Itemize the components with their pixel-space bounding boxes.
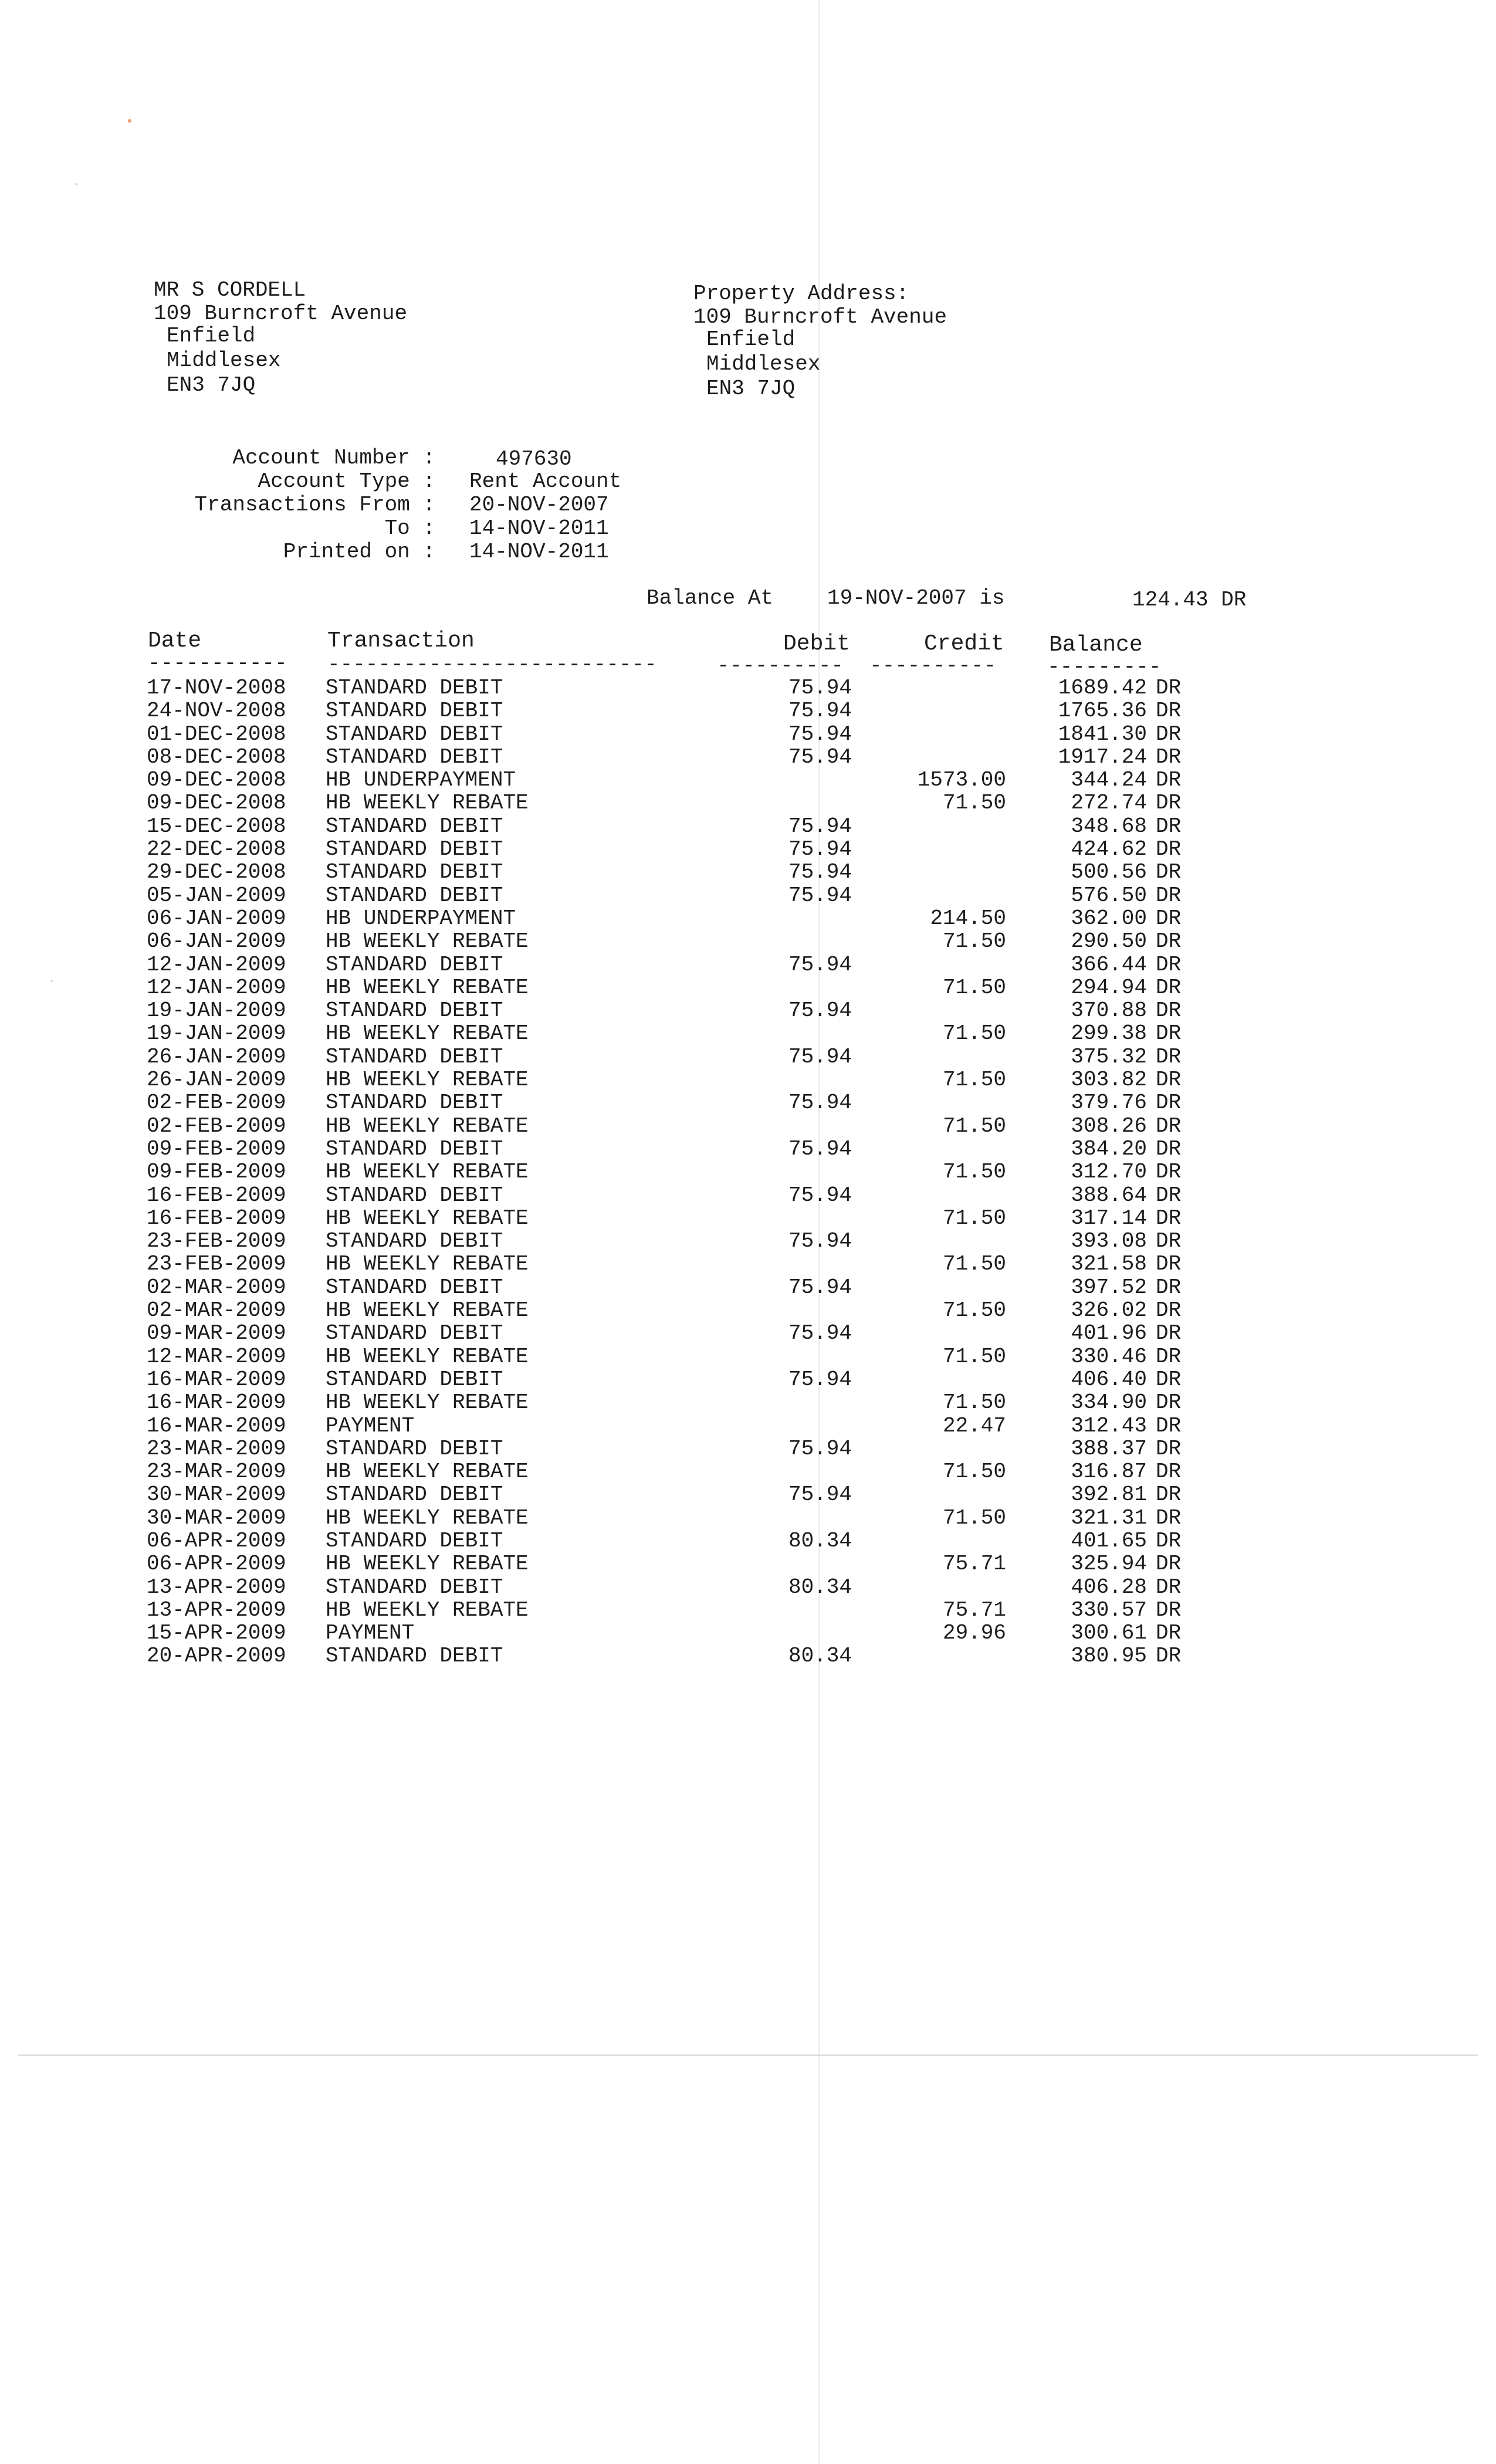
row-transaction: STANDARD DEBIT	[326, 860, 503, 885]
row-transaction: HB WEEKLY REBATE	[326, 1390, 529, 1415]
table-row	[0, 1045, 1496, 1068]
row-balance: 576.50	[1071, 883, 1147, 908]
header-rule-balance: ---------	[1047, 655, 1162, 679]
row-dr: DR	[1156, 837, 1182, 862]
row-balance: 379.76	[1071, 1091, 1147, 1115]
row-dr: DR	[1156, 1160, 1182, 1184]
row-balance: 1689.42	[1058, 676, 1147, 700]
row-dr: DR	[1156, 1552, 1182, 1576]
row-dr: DR	[1156, 768, 1182, 793]
row-balance: 317.14	[1071, 1206, 1147, 1230]
table-row	[0, 907, 1496, 930]
row-dr: DR	[1156, 791, 1182, 815]
row-balance: 424.62	[1071, 837, 1147, 862]
tenant-name: MR S CORDELL	[154, 278, 306, 302]
row-dr: DR	[1156, 1644, 1182, 1668]
row-date: 05-JAN-2009	[147, 883, 286, 908]
table-row	[0, 815, 1496, 838]
row-date: 23-MAR-2009	[147, 1436, 286, 1461]
header-date: Date	[148, 628, 202, 654]
row-date: 01-DEC-2008	[147, 722, 286, 746]
row-dr: DR	[1156, 1206, 1182, 1230]
printed-on: 14-NOV-2011	[469, 540, 609, 564]
row-date: 16-FEB-2009	[147, 1206, 286, 1230]
row-date: 20-APR-2009	[147, 1644, 286, 1668]
row-balance: 366.44	[1071, 952, 1147, 977]
row-credit: 71.50	[942, 1021, 1006, 1046]
table-row	[0, 861, 1496, 884]
row-balance: 384.20	[1071, 1136, 1147, 1161]
row-credit: 22.47	[942, 1413, 1006, 1438]
row-balance: 316.87	[1071, 1460, 1147, 1484]
row-credit: 71.50	[942, 1113, 1006, 1138]
row-transaction: HB WEEKLY REBATE	[326, 1460, 529, 1484]
row-dr: DR	[1156, 1460, 1182, 1484]
row-transaction: STANDARD DEBIT	[326, 1044, 503, 1069]
scan-page-edge	[18, 2055, 1478, 2056]
row-dr: DR	[1156, 1068, 1182, 1092]
row-debit: 75.94	[788, 1367, 852, 1392]
row-debit: 75.94	[788, 1275, 852, 1299]
table-row	[0, 1160, 1496, 1183]
row-transaction: STANDARD DEBIT	[326, 676, 503, 700]
row-transaction: STANDARD DEBIT	[326, 814, 503, 838]
row-dr: DR	[1156, 1298, 1182, 1323]
table-row	[0, 1299, 1496, 1322]
row-dr: DR	[1156, 1483, 1182, 1507]
row-credit: 71.50	[942, 929, 1006, 954]
row-balance: 321.58	[1071, 1252, 1147, 1277]
account-number: 497630	[496, 447, 572, 471]
row-credit: 71.50	[942, 975, 1006, 1000]
row-transaction: PAYMENT	[326, 1413, 415, 1438]
row-balance: 392.81	[1071, 1483, 1147, 1507]
row-credit: 71.50	[942, 1298, 1006, 1323]
row-date: 13-APR-2009	[147, 1597, 286, 1622]
row-date: 12-MAR-2009	[147, 1344, 286, 1369]
row-dr: DR	[1156, 1597, 1182, 1622]
row-transaction: HB WEEKLY REBATE	[326, 1160, 529, 1184]
table-row	[0, 976, 1496, 999]
row-balance: 401.65	[1071, 1528, 1147, 1553]
row-dr: DR	[1156, 1528, 1182, 1553]
header-rule-transaction: --------------------------	[327, 652, 657, 676]
row-debit: 75.94	[788, 952, 852, 977]
row-credit: 71.50	[942, 1206, 1006, 1230]
row-dr: DR	[1156, 1390, 1182, 1415]
row-dr: DR	[1156, 722, 1182, 746]
scan-speck	[128, 119, 131, 123]
row-transaction: STANDARD DEBIT	[326, 999, 503, 1023]
row-transaction: STANDARD DEBIT	[326, 1183, 503, 1207]
row-debit: 75.94	[788, 860, 852, 885]
row-credit: 75.71	[942, 1597, 1006, 1622]
row-balance: 312.43	[1071, 1413, 1147, 1438]
opening-balance-date: 19-NOV-2007 is	[827, 586, 1005, 610]
row-dr: DR	[1156, 676, 1182, 700]
row-transaction: HB UNDERPAYMENT	[326, 768, 516, 793]
row-dr: DR	[1156, 1229, 1182, 1254]
row-date: 09-FEB-2009	[147, 1136, 286, 1161]
row-transaction: HB WEEKLY REBATE	[326, 929, 529, 954]
row-dr: DR	[1156, 1344, 1182, 1369]
row-debit: 75.94	[788, 699, 852, 723]
table-row	[0, 1184, 1496, 1207]
row-transaction: STANDARD DEBIT	[326, 1321, 503, 1346]
row-debit: 75.94	[788, 1229, 852, 1254]
row-debit: 75.94	[788, 744, 852, 769]
table-row	[0, 1230, 1496, 1253]
row-credit: 71.50	[942, 1390, 1006, 1415]
row-date: 16-MAR-2009	[147, 1367, 286, 1392]
row-transaction: STANDARD DEBIT	[326, 1275, 503, 1299]
row-transaction: STANDARD DEBIT	[326, 744, 503, 769]
row-dr: DR	[1156, 1113, 1182, 1138]
row-date: 26-JAN-2009	[147, 1068, 286, 1092]
table-row	[0, 1345, 1496, 1368]
row-transaction: STANDARD DEBIT	[326, 1436, 503, 1461]
table-row	[0, 1322, 1496, 1345]
row-balance: 388.37	[1071, 1436, 1147, 1461]
table-row	[0, 838, 1496, 861]
row-balance: 393.08	[1071, 1229, 1147, 1254]
row-date: 30-MAR-2009	[147, 1505, 286, 1530]
row-dr: DR	[1156, 952, 1182, 977]
row-credit: 71.50	[942, 1252, 1006, 1277]
row-transaction: STANDARD DEBIT	[326, 837, 503, 862]
table-row	[0, 1437, 1496, 1460]
row-balance: 344.24	[1071, 768, 1147, 793]
row-credit: 71.50	[942, 1068, 1006, 1092]
row-balance: 362.00	[1071, 906, 1147, 930]
row-dr: DR	[1156, 1044, 1182, 1069]
row-debit: 80.34	[788, 1575, 852, 1599]
row-date: 23-FEB-2009	[147, 1229, 286, 1254]
row-debit: 75.94	[788, 1044, 852, 1069]
row-credit: 71.50	[942, 1460, 1006, 1484]
row-balance: 330.46	[1071, 1344, 1147, 1369]
row-balance: 388.64	[1071, 1183, 1147, 1207]
row-balance: 312.70	[1071, 1160, 1147, 1184]
row-date: 13-APR-2009	[147, 1575, 286, 1599]
row-date: 12-JAN-2009	[147, 975, 286, 1000]
opening-balance-amount: 124.43 DR	[1132, 588, 1247, 612]
property-address-line: Enfield	[706, 327, 796, 351]
row-balance: 326.02	[1071, 1298, 1147, 1323]
table-row	[0, 1068, 1496, 1091]
row-balance: 330.57	[1071, 1597, 1147, 1622]
header-balance: Balance	[1049, 632, 1143, 658]
row-balance: 500.56	[1071, 860, 1147, 885]
row-date: 15-APR-2009	[147, 1621, 286, 1646]
row-transaction: STANDARD DEBIT	[326, 1091, 503, 1115]
tenant-address-line: Enfield	[167, 324, 256, 348]
table-row	[0, 676, 1496, 699]
row-date: 26-JAN-2009	[147, 1044, 286, 1069]
row-date: 17-NOV-2008	[147, 676, 286, 700]
row-transaction: STANDARD DEBIT	[326, 1229, 503, 1254]
row-dr: DR	[1156, 906, 1182, 930]
row-transaction: HB WEEKLY REBATE	[326, 1505, 529, 1530]
row-date: 23-MAR-2009	[147, 1460, 286, 1484]
row-balance: 1841.30	[1058, 722, 1147, 746]
row-dr: DR	[1156, 975, 1182, 1000]
row-date: 02-MAR-2009	[147, 1275, 286, 1299]
row-dr: DR	[1156, 1367, 1182, 1392]
table-row	[0, 746, 1496, 769]
row-transaction: STANDARD DEBIT	[326, 722, 503, 746]
row-dr: DR	[1156, 814, 1182, 838]
account-type: Rent Account	[469, 469, 622, 493]
row-balance: 375.32	[1071, 1044, 1147, 1069]
row-debit: 75.94	[788, 814, 852, 838]
table-row	[0, 930, 1496, 953]
row-debit: 80.34	[788, 1528, 852, 1553]
table-row	[0, 1207, 1496, 1230]
row-credit: 1573.00	[917, 768, 1006, 793]
row-date: 08-DEC-2008	[147, 744, 286, 769]
row-debit: 75.94	[788, 722, 852, 746]
row-date: 16-FEB-2009	[147, 1183, 286, 1207]
table-row	[0, 1622, 1496, 1644]
row-transaction: STANDARD DEBIT	[326, 1136, 503, 1161]
row-dr: DR	[1156, 1183, 1182, 1207]
row-dr: DR	[1156, 1575, 1182, 1599]
row-balance: 303.82	[1071, 1068, 1147, 1092]
table-row	[0, 1115, 1496, 1138]
table-row	[0, 1414, 1496, 1437]
row-dr: DR	[1156, 1413, 1182, 1438]
row-transaction: STANDARD DEBIT	[326, 883, 503, 908]
row-credit: 71.50	[942, 791, 1006, 815]
row-balance: 406.28	[1071, 1575, 1147, 1599]
row-transaction: HB WEEKLY REBATE	[326, 1298, 529, 1323]
row-credit: 71.50	[942, 1160, 1006, 1184]
row-balance: 1917.24	[1058, 744, 1147, 769]
row-balance: 1765.36	[1058, 699, 1147, 723]
row-transaction: STANDARD DEBIT	[326, 699, 503, 723]
property-address-line: EN3 7JQ	[706, 377, 796, 401]
transactions-table-body	[0, 676, 1496, 1668]
table-row	[0, 999, 1496, 1022]
row-dr: DR	[1156, 1091, 1182, 1115]
table-row	[0, 1507, 1496, 1529]
row-date: 30-MAR-2009	[147, 1483, 286, 1507]
row-date: 02-FEB-2009	[147, 1091, 286, 1115]
row-balance: 321.31	[1071, 1505, 1147, 1530]
row-transaction: HB WEEKLY REBATE	[326, 1597, 529, 1622]
property-address-line: 109 Burncroft Avenue	[693, 305, 947, 329]
property-address-line: Middlesex	[706, 352, 821, 376]
row-date: 02-MAR-2009	[147, 1298, 286, 1323]
row-balance: 401.96	[1071, 1321, 1147, 1346]
row-date: 24-NOV-2008	[147, 699, 286, 723]
row-date: 16-MAR-2009	[147, 1413, 286, 1438]
scan-speck	[75, 183, 78, 185]
row-date: 09-MAR-2009	[147, 1321, 286, 1346]
row-debit: 80.34	[788, 1644, 852, 1668]
row-date: 15-DEC-2008	[147, 814, 286, 838]
transactions-to-label: To :	[384, 516, 435, 540]
row-transaction: HB WEEKLY REBATE	[326, 1021, 529, 1046]
table-row	[0, 1529, 1496, 1552]
row-dr: DR	[1156, 860, 1182, 885]
row-credit: 71.50	[942, 1344, 1006, 1369]
table-row	[0, 884, 1496, 907]
row-transaction: STANDARD DEBIT	[326, 1575, 503, 1599]
row-dr: DR	[1156, 883, 1182, 908]
row-debit: 75.94	[788, 883, 852, 908]
row-debit: 75.94	[788, 1436, 852, 1461]
row-date: 12-JAN-2009	[147, 952, 286, 977]
table-row	[0, 791, 1496, 814]
row-debit: 75.94	[788, 1183, 852, 1207]
row-balance: 380.95	[1071, 1644, 1147, 1668]
row-transaction: HB WEEKLY REBATE	[326, 975, 529, 1000]
table-row	[0, 953, 1496, 976]
row-balance: 406.40	[1071, 1367, 1147, 1392]
row-balance: 294.94	[1071, 975, 1147, 1000]
table-row	[0, 1138, 1496, 1160]
row-date: 23-FEB-2009	[147, 1252, 286, 1277]
row-balance: 334.90	[1071, 1390, 1147, 1415]
account-number-label: Account Number :	[232, 446, 435, 470]
row-date: 19-JAN-2009	[147, 999, 286, 1023]
row-transaction: STANDARD DEBIT	[326, 1644, 503, 1668]
tenant-address-line: EN3 7JQ	[167, 373, 256, 397]
table-row	[0, 1552, 1496, 1575]
tenant-address-line: 109 Burncroft Avenue	[154, 302, 408, 326]
row-date: 09-DEC-2008	[147, 768, 286, 793]
row-transaction: HB WEEKLY REBATE	[326, 1113, 529, 1138]
row-debit: 75.94	[788, 1483, 852, 1507]
row-transaction: HB UNDERPAYMENT	[326, 906, 516, 930]
transactions-from-label: Transactions From :	[194, 493, 435, 517]
row-debit: 75.94	[788, 1136, 852, 1161]
row-balance: 348.68	[1071, 814, 1147, 838]
row-date: 02-FEB-2009	[147, 1113, 286, 1138]
header-rule-date: -----------	[148, 651, 287, 675]
tenant-address-line: Middlesex	[167, 348, 281, 373]
row-debit: 75.94	[788, 1091, 852, 1115]
row-balance: 272.74	[1071, 791, 1147, 815]
row-debit: 75.94	[788, 837, 852, 862]
row-date: 06-APR-2009	[147, 1552, 286, 1576]
row-balance: 290.50	[1071, 929, 1147, 954]
account-type-label: Account Type :	[258, 469, 435, 493]
row-balance: 370.88	[1071, 999, 1147, 1023]
row-dr: DR	[1156, 1136, 1182, 1161]
row-dr: DR	[1156, 744, 1182, 769]
row-date: 16-MAR-2009	[147, 1390, 286, 1415]
row-transaction: HB WEEKLY REBATE	[326, 1344, 529, 1369]
row-dr: DR	[1156, 1321, 1182, 1346]
row-dr: DR	[1156, 1252, 1182, 1277]
row-credit: 75.71	[942, 1552, 1006, 1576]
table-row	[0, 1599, 1496, 1622]
row-credit: 214.50	[930, 906, 1006, 930]
printed-on-label: Printed on :	[283, 540, 435, 564]
opening-balance-label: Balance At	[647, 586, 774, 610]
transactions-from: 20-NOV-2007	[469, 493, 609, 517]
row-balance: 325.94	[1071, 1552, 1147, 1576]
header-debit: Debit	[783, 631, 851, 656]
header-rule-credit: ----------	[869, 654, 997, 678]
row-debit: 75.94	[788, 999, 852, 1023]
row-date: 09-FEB-2009	[147, 1160, 286, 1184]
row-transaction: HB WEEKLY REBATE	[326, 1068, 529, 1092]
row-transaction: HB WEEKLY REBATE	[326, 1206, 529, 1230]
row-dr: DR	[1156, 1505, 1182, 1530]
row-credit: 71.50	[942, 1505, 1006, 1530]
property-address-label: Property Address:	[693, 282, 909, 306]
row-transaction: PAYMENT	[326, 1621, 415, 1646]
header-transaction: Transaction	[327, 628, 475, 654]
row-date: 22-DEC-2008	[147, 837, 286, 862]
table-row	[0, 1483, 1496, 1506]
row-debit: 75.94	[788, 1321, 852, 1346]
table-row	[0, 1460, 1496, 1483]
row-balance: 308.26	[1071, 1113, 1147, 1138]
table-row	[0, 1253, 1496, 1275]
row-date: 29-DEC-2008	[147, 860, 286, 885]
header-credit: Credit	[924, 631, 1004, 656]
row-dr: DR	[1156, 699, 1182, 723]
row-credit: 29.96	[942, 1621, 1006, 1646]
row-date: 06-JAN-2009	[147, 929, 286, 954]
table-row	[0, 1276, 1496, 1299]
table-row	[0, 1576, 1496, 1599]
row-transaction: STANDARD DEBIT	[326, 1367, 503, 1392]
row-transaction: STANDARD DEBIT	[326, 1528, 503, 1553]
table-row	[0, 723, 1496, 746]
row-debit: 75.94	[788, 676, 852, 700]
row-dr: DR	[1156, 1275, 1182, 1299]
table-row	[0, 769, 1496, 791]
table-row	[0, 1091, 1496, 1114]
row-balance: 397.52	[1071, 1275, 1147, 1299]
row-date: 09-DEC-2008	[147, 791, 286, 815]
row-date: 19-JAN-2009	[147, 1021, 286, 1046]
row-dr: DR	[1156, 1021, 1182, 1046]
row-date: 06-JAN-2009	[147, 906, 286, 930]
row-dr: DR	[1156, 1621, 1182, 1646]
row-balance: 299.38	[1071, 1021, 1147, 1046]
table-row	[0, 1644, 1496, 1667]
row-transaction: STANDARD DEBIT	[326, 952, 503, 977]
row-transaction: HB WEEKLY REBATE	[326, 1552, 529, 1576]
transactions-to: 14-NOV-2011	[469, 516, 609, 540]
row-dr: DR	[1156, 1436, 1182, 1461]
table-row	[0, 1022, 1496, 1045]
table-row	[0, 699, 1496, 722]
row-date: 06-APR-2009	[147, 1528, 286, 1553]
table-row	[0, 1391, 1496, 1414]
row-dr: DR	[1156, 929, 1182, 954]
row-dr: DR	[1156, 999, 1182, 1023]
row-transaction: HB WEEKLY REBATE	[326, 1252, 529, 1277]
row-transaction: STANDARD DEBIT	[326, 1483, 503, 1507]
row-balance: 300.61	[1071, 1621, 1147, 1646]
row-transaction: HB WEEKLY REBATE	[326, 791, 529, 815]
table-row	[0, 1368, 1496, 1391]
header-rule-debit: ----------	[717, 654, 844, 678]
